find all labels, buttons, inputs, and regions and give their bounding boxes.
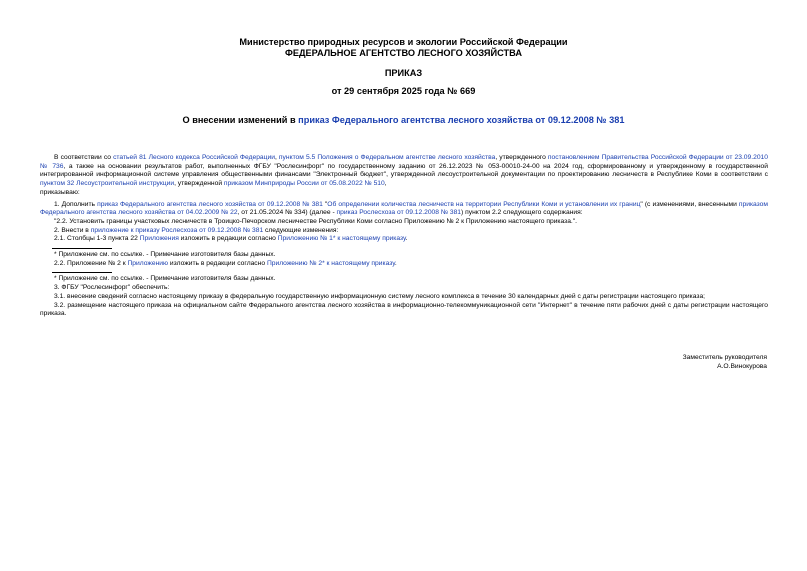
title-link[interactable]: приказ Федерального агентства лесного хозяйства от 09.12.2008 № 381 xyxy=(298,115,625,125)
link-order-appendix[interactable]: приложение к приказу Рослесхоза от 09.12.2008 № 381 xyxy=(90,226,264,234)
item-text: " (с изменениями, внесенными xyxy=(640,200,739,208)
document-type: ПРИКАЗ xyxy=(384,68,423,78)
footnote-separator xyxy=(52,248,112,249)
item-2-1 xyxy=(40,235,768,244)
item-1 xyxy=(40,201,768,218)
link-government-resolution[interactable]: постановлением Правительства Российской Федерации от 23.09.2010 № 736 xyxy=(40,154,768,170)
link-order-22[interactable]: приказом Федерального агентства лесного хозяйства от 04.02.2009 № 22 xyxy=(40,200,768,217)
item-text: 1. Дополнить xyxy=(54,200,98,208)
signature-block xyxy=(683,353,767,371)
item-text: 2.1. Столбцы 1-3 пункта 22 xyxy=(54,235,140,243)
signatory-position: Заместитель руководителя xyxy=(682,354,767,361)
link-appendix-1[interactable]: Приложению № 1* к настоящему приказу xyxy=(277,235,406,243)
item-text: ) пунктом 2.2 следующего содержания: xyxy=(461,209,583,217)
link-ministry-order[interactable]: приказом Минприроды России от 05.08.2022 № 510 xyxy=(223,180,385,188)
signatory-name: А.О.Винокурова xyxy=(717,363,767,370)
title-prefix: О внесении изменений в xyxy=(182,115,299,125)
item-text: " xyxy=(322,200,328,208)
item-text: , от 21.05.2024 № 334) (далее - xyxy=(237,209,337,217)
link-appendix[interactable]: Приложению xyxy=(127,259,169,267)
item-text: . xyxy=(405,235,408,243)
footnote-2: * Приложение см. по ссылке. - Примечание изготовителя базы данных. xyxy=(54,275,276,283)
item-text: изложить в редакции согласно xyxy=(168,259,267,267)
document-date-number: от 29 сентября 2025 года № 669 xyxy=(331,86,476,96)
agency-name: ФЕДЕРАЛЬНОЕ АГЕНТСТВО ЛЕСНОГО ХОЗЯЙСТВА xyxy=(285,48,522,58)
preamble-text: В соответствии со xyxy=(54,154,114,161)
link-forest-code-article[interactable]: статьей 81 Лесного кодекса Российской Федерации xyxy=(113,154,275,161)
item-text: . xyxy=(394,259,397,267)
link-order-381[interactable]: приказ Федерального агентства лесного хозяйства от 09.12.2008 № 381 xyxy=(97,200,323,208)
link-agency-regulation[interactable]: пунктом 5.5 Положения о Федеральном агентстве лесного хозяйства xyxy=(278,154,496,161)
link-appendix[interactable]: Приложения xyxy=(139,235,179,243)
link-appendix-2[interactable]: Приложению № 2* к настоящему приказу xyxy=(266,259,395,267)
footnote-separator xyxy=(52,272,112,273)
link-order-381-title[interactable]: Об определении количества лесничеств на территории Республики Коми и установлении их границ xyxy=(327,200,641,208)
item-text: следующие изменения: xyxy=(263,226,339,234)
item-text: 2. Внести в xyxy=(54,226,91,234)
preamble xyxy=(40,154,768,189)
link-forest-instruction[interactable]: пунктом 32 Лесоустроительной инструкции xyxy=(40,180,175,188)
preamble-text: , утвержденной xyxy=(174,180,224,188)
orders-word: приказываю: xyxy=(40,188,80,196)
document-body xyxy=(40,154,768,319)
footnote-1: * Приложение см. по ссылке. - Примечание изготовителя базы данных. xyxy=(54,251,276,259)
item-3-2: 3.2. размещение настоящего приказа на официальном сайте Федерального агентства лесного хозяйства в информационно-телекоммуникационной сети "Интернет" в течение пяти рабочих дней с даты регистрации настоящего приказа. xyxy=(40,301,768,318)
preamble-text: , а также на основании результатов работ, выполненных ФГБУ "Рослесинфорг" по государственному заданию от 26.12.2023 № 053-00010-24-00 на 2024 год, сформированному и утвержденному в государственной интегрированной информационной системе управления общественными финансами "Электронный бюджет", утвержденной лесоустроительной документации по проектированию лесничеств в Республике Коми в соответствии с xyxy=(40,162,768,179)
link-order-381-short[interactable]: приказ Рослесхоза от 09.12.2008 № 381 xyxy=(336,209,462,217)
ministry-name: Министерство природных ресурсов и экологии Российской Федерации xyxy=(239,37,568,47)
item-2-2 xyxy=(40,260,768,269)
item-1-quote: "2.2. Установить границы участковых лесничеств в Троицко-Печорском лесничестве Республики Коми согласно Приложению № 2 к Приложению настоящего приказа.". xyxy=(54,217,578,225)
item-3-1: 3.1. внесение сведений согласно настоящему приказу в федеральную государственную информационную систему лесного комплекса в течение 30 календарных дней с даты регистрации настоящего приказа; xyxy=(54,292,706,300)
preamble-text: , xyxy=(384,180,387,188)
document-title xyxy=(0,115,807,126)
item-3: 3. ФГБУ "Рослесинфорг" обеспечить: xyxy=(54,284,170,292)
item-text: изложить в редакции согласно xyxy=(178,235,278,243)
item-text: 2.2. Приложение № 2 к xyxy=(54,259,128,267)
preamble-text: , xyxy=(274,154,279,161)
preamble-text: , утвержденного xyxy=(495,154,548,161)
